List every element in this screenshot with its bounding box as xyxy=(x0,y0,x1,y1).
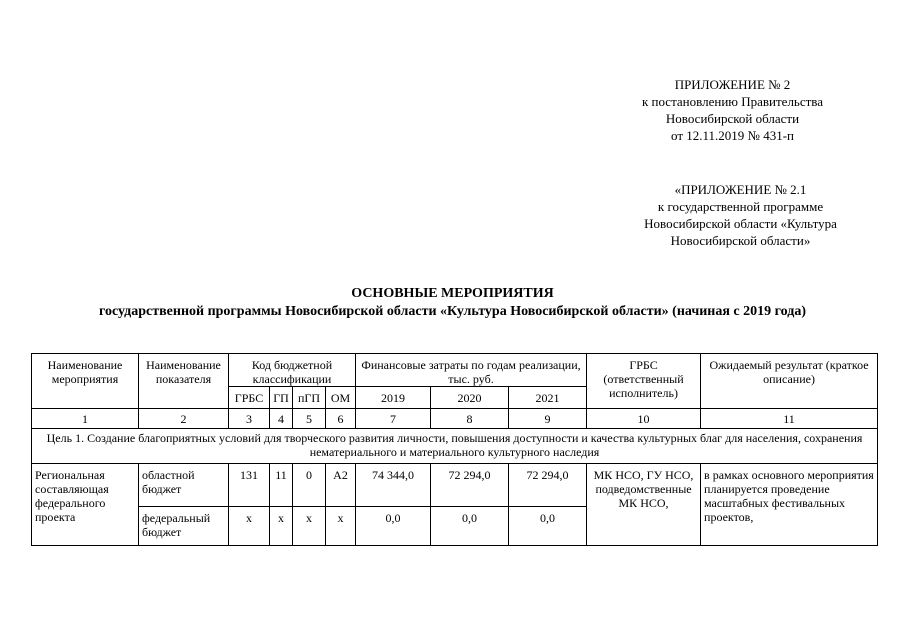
header-event-name: Наименование мероприятия xyxy=(32,354,139,409)
header-budget-code: Код бюджетной классификации xyxy=(229,354,356,387)
indicator-cell: областной бюджет xyxy=(139,464,229,507)
om-cell: А2 xyxy=(326,464,356,507)
appendix-line: от 12.11.2019 № 431-п xyxy=(671,128,794,143)
appendix2-line: Новосибирской области» xyxy=(670,233,811,248)
cost-2019-cell: 0,0 xyxy=(356,507,431,546)
appendix-line: Новосибирской области xyxy=(665,111,800,126)
column-number: 2 xyxy=(139,409,229,429)
cost-2020-cell: 0,0 xyxy=(431,507,509,546)
gp-cell: 11 xyxy=(270,464,293,507)
grbs-code-cell: 131 xyxy=(229,464,270,507)
column-number: 10 xyxy=(587,409,701,429)
subheader-2019: 2019 xyxy=(356,387,431,409)
goal-row: Цель 1. Создание благоприятных условий для творческого развития личности, повышения доступности и качества культурных благ для населения, сохранения нематериального и материального культурного наследия xyxy=(32,429,878,464)
document-title xyxy=(0,285,905,321)
cost-2021-cell: 72 294,0 xyxy=(509,464,587,507)
column-number: 3 xyxy=(229,409,270,429)
column-number: 5 xyxy=(293,409,326,429)
event-name-cell: Региональная составляющая федерального проекта xyxy=(32,464,139,546)
column-number: 7 xyxy=(356,409,431,429)
subheader-pgp: пГП xyxy=(293,387,326,409)
indicator-cell: федеральный бюджет xyxy=(139,507,229,546)
column-number: 1 xyxy=(32,409,139,429)
header-grbs-executor: ГРБС (ответственный исполнитель) xyxy=(587,354,701,409)
header-expected-result: Ожидаемый результат (краткое описание) xyxy=(701,354,878,409)
appendix2-line: Новосибирской области «Культура xyxy=(644,216,837,231)
title-line-1: ОСНОВНЫЕ МЕРОПРИЯТИЯ xyxy=(351,286,554,301)
pgp-cell: х xyxy=(293,507,326,546)
subheader-om: ОМ xyxy=(326,387,356,409)
gp-cell: х xyxy=(270,507,293,546)
om-cell: х xyxy=(326,507,356,546)
subheader-grbs: ГРБС xyxy=(229,387,270,409)
subheader-gp: ГП xyxy=(270,387,293,409)
cost-2019-cell: 74 344,0 xyxy=(356,464,431,507)
table-row xyxy=(32,464,878,507)
executor-cell: МК НСО, ГУ НСО, подведомственные МК НСО, xyxy=(587,464,701,546)
grbs-code-cell: х xyxy=(229,507,270,546)
column-number: 6 xyxy=(326,409,356,429)
appendix-line: к постановлению Правительства xyxy=(641,94,824,109)
cost-2021-cell: 0,0 xyxy=(509,507,587,546)
subheader-2021: 2021 xyxy=(509,387,587,409)
appendix-line: ПРИЛОЖЕНИЕ № 2 xyxy=(674,77,791,92)
column-number: 11 xyxy=(701,409,878,429)
header-financial-costs: Финансовые затраты по годам реализации, тыс. руб. xyxy=(356,354,587,387)
column-number: 9 xyxy=(509,409,587,429)
header-indicator-name: Наименование показателя xyxy=(139,354,229,409)
column-number-row xyxy=(32,409,878,429)
pgp-cell: 0 xyxy=(293,464,326,507)
appendix-2-1-header xyxy=(608,181,873,249)
appendix2-line: «ПРИЛОЖЕНИЕ № 2.1 xyxy=(674,182,807,197)
appendix2-line: к государственной программе xyxy=(657,199,824,214)
events-table xyxy=(31,353,878,546)
expected-result-cell: в рамках основного мероприятия планируется проведение масштабных фестивальных проектов, xyxy=(701,464,878,546)
subheader-2020: 2020 xyxy=(431,387,509,409)
title-line-2: государственной программы Новосибирской области «Культура Новосибирской области» (начиная с 2019 года) xyxy=(98,304,806,319)
appendix-header xyxy=(600,76,865,144)
column-number: 8 xyxy=(431,409,509,429)
cost-2020-cell: 72 294,0 xyxy=(431,464,509,507)
column-number: 4 xyxy=(270,409,293,429)
